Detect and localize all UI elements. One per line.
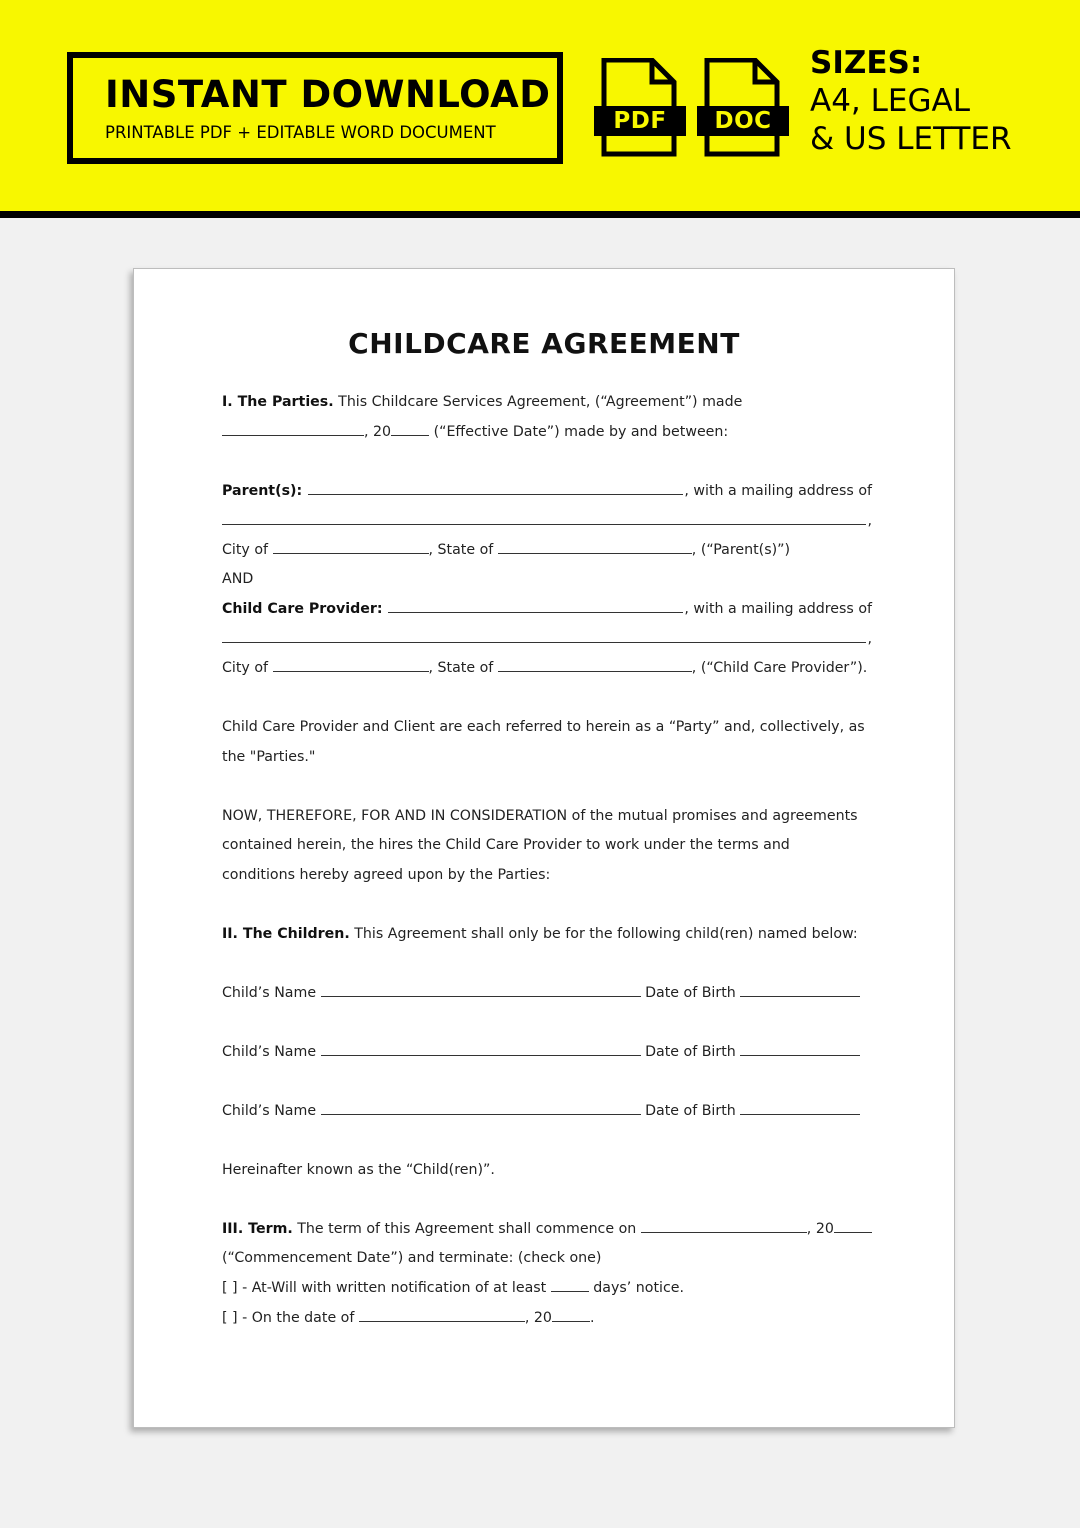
parent-address-blank[interactable]: [222, 512, 866, 525]
at-will-checkbox[interactable]: [ ] - At-Will with written notification of at least: [222, 1280, 547, 1296]
child-dob-blank[interactable]: [740, 984, 860, 997]
provider-state-blank[interactable]: [498, 659, 692, 672]
provider-label: Child Care Provider:: [222, 601, 383, 617]
children-heading: II. The Children.: [222, 926, 350, 942]
banner-title: INSTANT DOWNLOAD: [105, 73, 551, 116]
provider-line: Child Care Provider: , with a mailing address of: [222, 601, 872, 617]
end-date-checkbox[interactable]: [ ] - On the date of: [222, 1310, 355, 1326]
provider-city-blank[interactable]: [273, 659, 429, 672]
parent-name-blank[interactable]: [308, 482, 684, 495]
doc-label: DOC: [697, 106, 789, 136]
parent-city-blank[interactable]: [273, 541, 429, 554]
document-page: [133, 268, 955, 1428]
child-name-blank[interactable]: [321, 1043, 641, 1056]
term-line-1: III. Term. The term of this Agreement shall commence on , 20: [222, 1220, 872, 1238]
promo-banner: [0, 0, 1080, 218]
parties-line-1: I. The Parties. This Childcare Services Agreement, (“Agreement”) made: [222, 394, 743, 410]
provider-city-line: City of , State of , (“Child Care Provider”).: [222, 660, 868, 676]
instant-download-box: [67, 52, 563, 164]
consideration-line-2: contained herein, the hires the Child Care Provider to work under the terms and: [222, 837, 790, 853]
term-heading: III. Term.: [222, 1221, 293, 1237]
hereinafter-text: Hereinafter known as the “Child(ren)”.: [222, 1162, 495, 1178]
parent-city-line: City of , State of , (“Parent(s)”): [222, 542, 791, 558]
doc-file-icon: [697, 58, 789, 158]
parent-address-line: ,: [222, 512, 872, 530]
child-dob-blank[interactable]: [740, 1043, 860, 1056]
child-row: Child’s Name Date of Birth: [222, 1043, 872, 1061]
commencement-date-blank[interactable]: [641, 1220, 807, 1233]
banner-subtitle: PRINTABLE PDF + EDITABLE WORD DOCUMENT: [105, 123, 496, 142]
term-option-at-will: [ ] - At-Will with written notification of at least days’ notice.: [222, 1280, 684, 1296]
effective-year-blank[interactable]: [391, 423, 429, 436]
sizes-heading: SIZES:: [810, 45, 923, 81]
sizes-line-1: A4, LEGAL: [810, 83, 970, 119]
end-date-blank[interactable]: [359, 1309, 525, 1322]
child-name-blank[interactable]: [321, 984, 641, 997]
parent-line: Parent(s): , with a mailing address of: [222, 483, 872, 499]
document-title: CHILDCARE AGREEMENT: [348, 327, 740, 360]
pdf-label: PDF: [594, 106, 686, 136]
child-row: Child’s Name Date of Birth: [222, 1102, 872, 1120]
parent-state-blank[interactable]: [498, 541, 692, 554]
notice-days-blank[interactable]: [551, 1279, 589, 1292]
end-year-blank[interactable]: [552, 1309, 590, 1322]
parties-heading: I. The Parties.: [222, 394, 334, 410]
commencement-year-blank[interactable]: [834, 1220, 872, 1233]
child-name-blank[interactable]: [321, 1102, 641, 1115]
term-option-date: [ ] - On the date of , 20 .: [222, 1310, 595, 1326]
children-line: II. The Children. This Agreement shall only be for the following child(ren) named below:: [222, 926, 858, 942]
consideration-line-3: conditions hereby agreed upon by the Parties:: [222, 867, 551, 883]
term-line-2: (“Commencement Date”) and terminate: (check one): [222, 1250, 602, 1266]
parties-line-2: , 20 (“Effective Date”) made by and between:: [222, 423, 872, 441]
pdf-file-icon: [594, 58, 686, 158]
effective-day-blank[interactable]: [222, 423, 364, 436]
child-row: Child’s Name Date of Birth: [222, 984, 872, 1002]
child-dob-blank[interactable]: [740, 1102, 860, 1115]
party-definition-2: the "Parties.": [222, 749, 316, 765]
sizes-info: [810, 45, 1012, 157]
party-definition-1: Child Care Provider and Client are each referred to herein as a “Party” and, collectively, as: [222, 719, 865, 735]
provider-address-blank[interactable]: [222, 630, 866, 643]
provider-address-line: ,: [222, 630, 872, 648]
parent-label: Parent(s):: [222, 483, 303, 499]
consideration-line-1: NOW, THEREFORE, FOR AND IN CONSIDERATION of the mutual promises and agreements: [222, 808, 858, 824]
provider-name-blank[interactable]: [388, 600, 683, 613]
sizes-line-2: & US LETTER: [810, 121, 1012, 157]
and-text: AND: [222, 571, 254, 587]
